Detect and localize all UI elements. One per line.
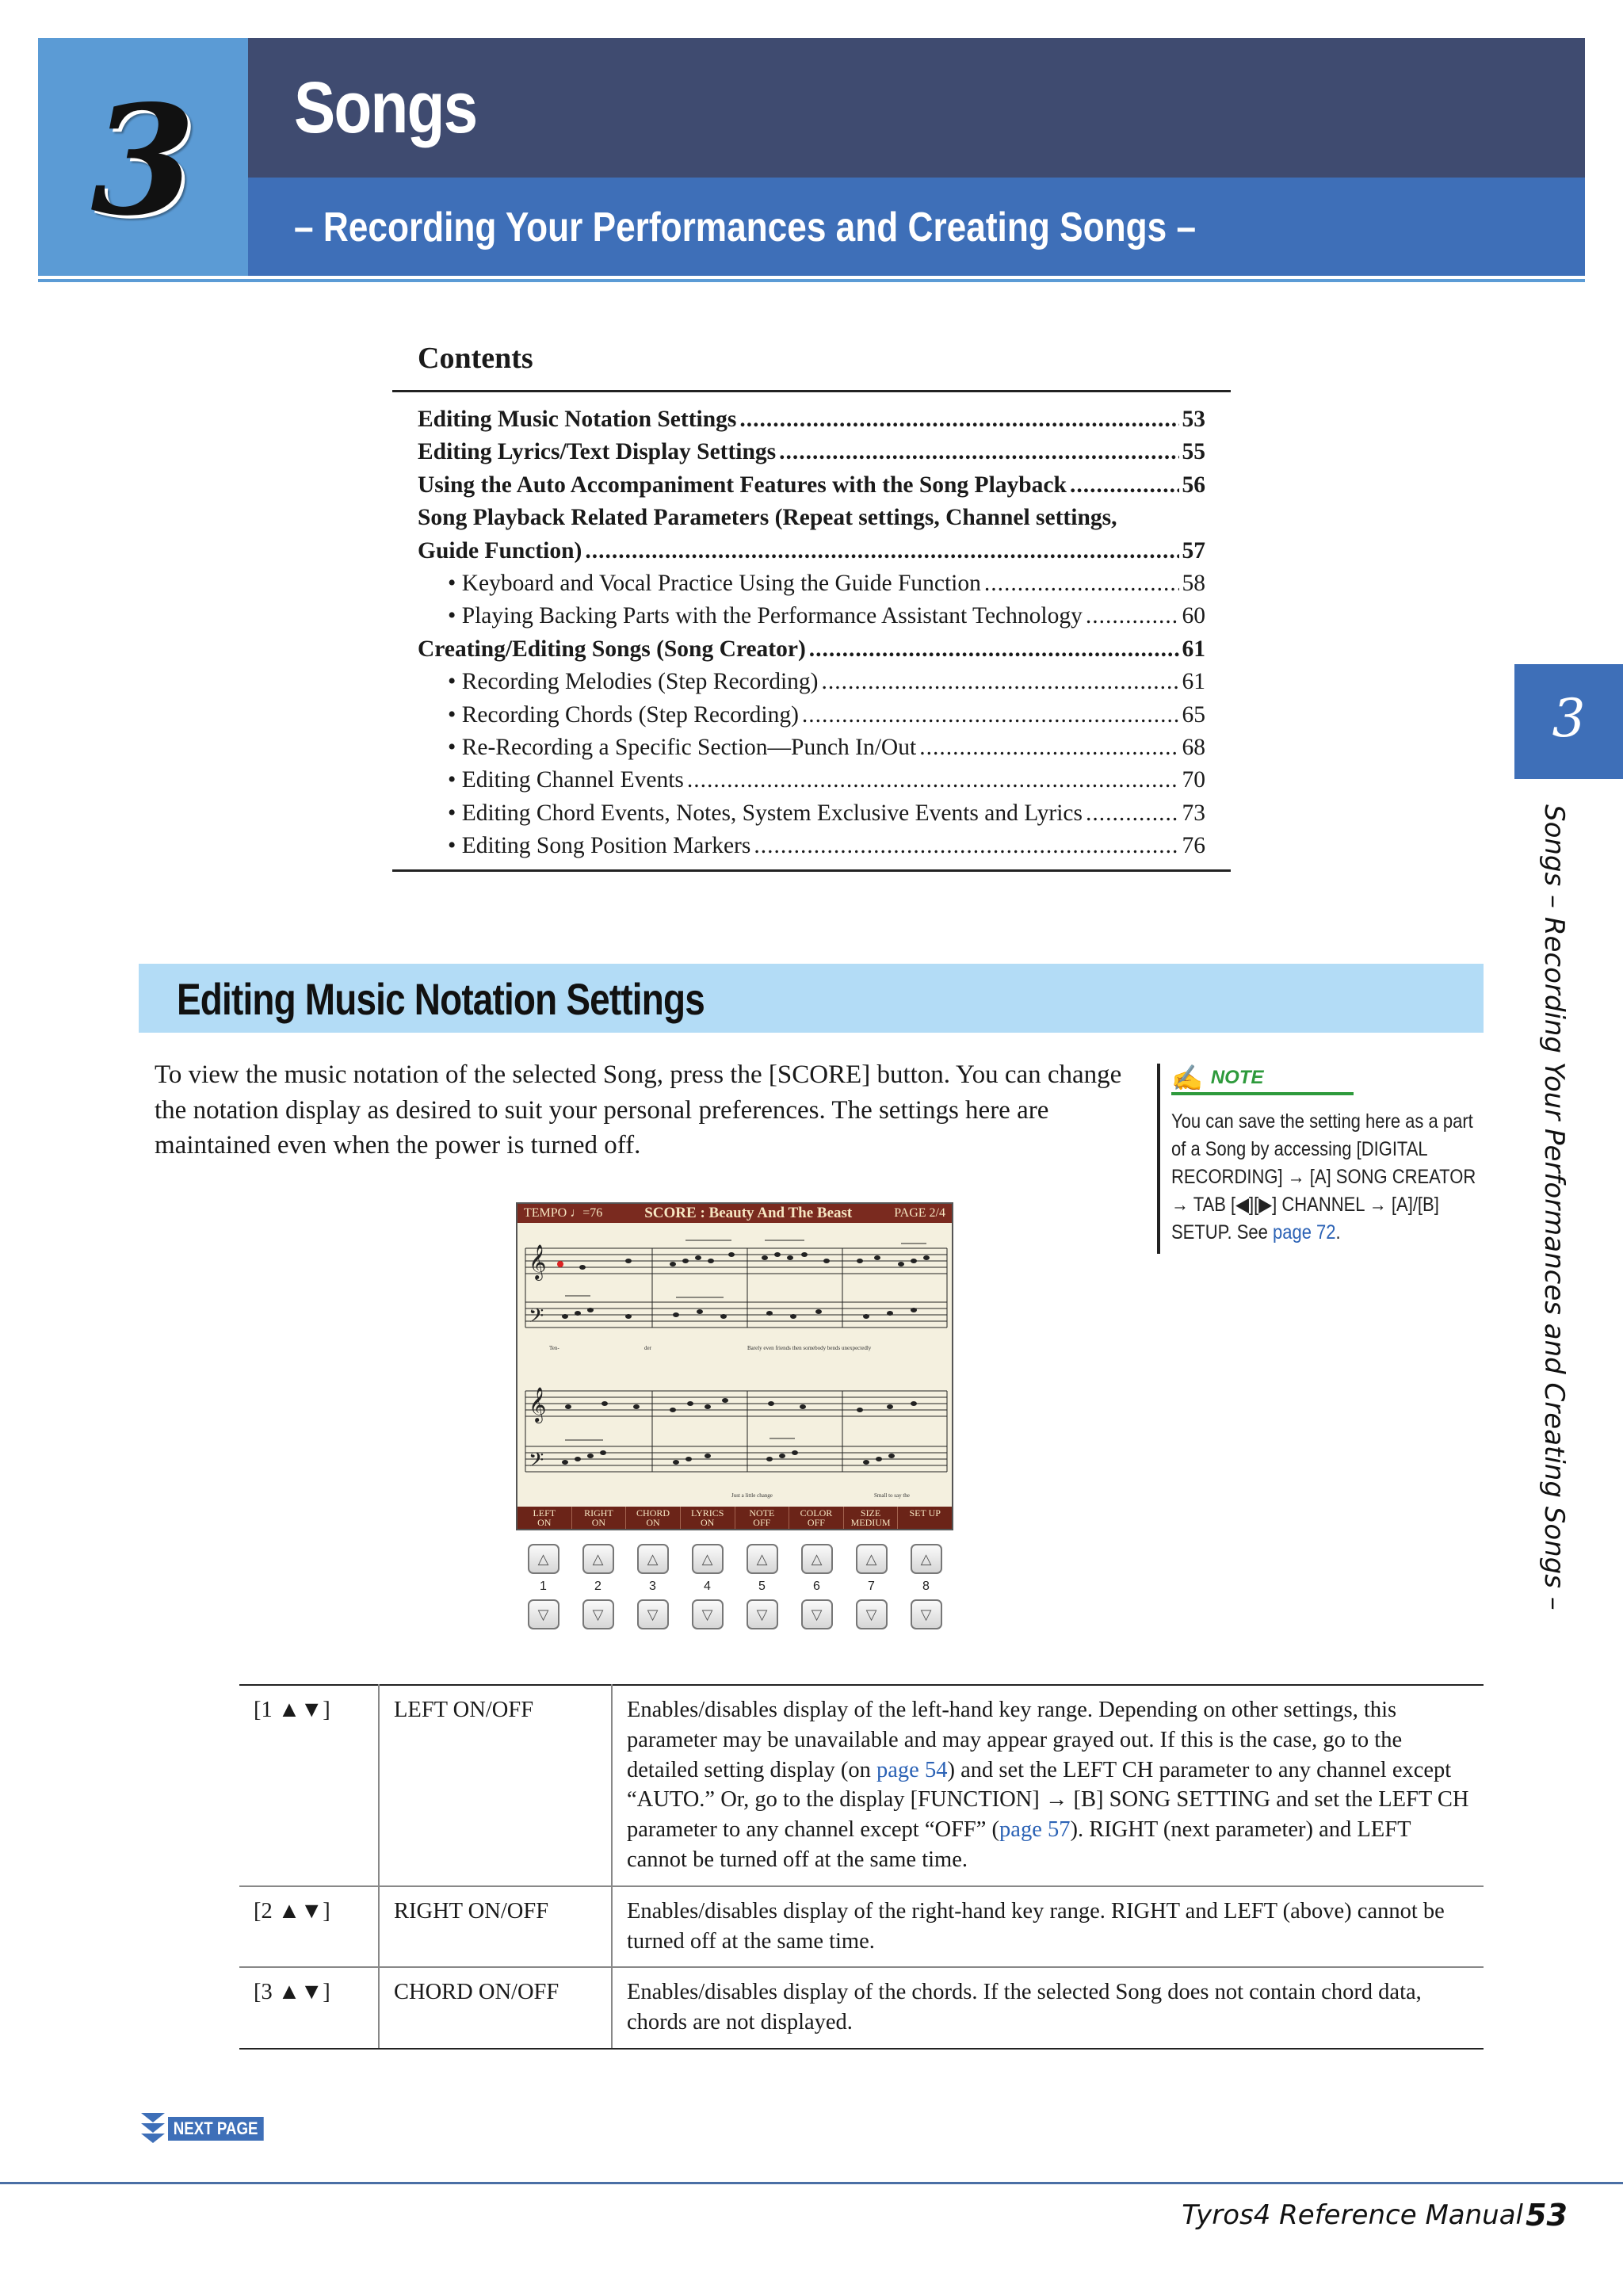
toc-entry-text: Guide Function)	[418, 537, 582, 563]
down-arrow-button[interactable]: ▽	[856, 1599, 888, 1629]
score-title: SCORE : Beauty And The Beast	[644, 1205, 853, 1221]
button-number: 2	[594, 1580, 601, 1593]
side-tab-number: 3	[1552, 688, 1586, 749]
toc-entry[interactable]	[418, 469, 1205, 502]
toc-page-number: 61	[1182, 669, 1205, 695]
toc-page-number: 65	[1182, 701, 1205, 728]
lcd-function-value: OFF	[753, 1517, 771, 1528]
panel-button-column	[690, 1544, 725, 1644]
lcd-function-label	[572, 1507, 627, 1529]
button-number: 5	[758, 1580, 766, 1593]
param-button: [3 ▲▼]	[239, 1967, 379, 2049]
lcd-function-name: SET UP	[909, 1507, 941, 1519]
toc-page-number: 55	[1182, 439, 1205, 465]
toc-leader-dots	[687, 764, 1179, 797]
svg-text:𝄢: 𝄢	[529, 1449, 544, 1477]
lcd-function-label	[789, 1507, 844, 1529]
next-page-label: NEXT PAGE	[168, 2117, 263, 2141]
toc-entry-text: • Editing Song Position Markers	[448, 833, 751, 859]
toc-entry-text: Song Playback Related Parameters (Repeat settings, Channel settings,	[418, 505, 1117, 531]
panel-button-column	[745, 1544, 780, 1644]
table-row	[239, 1886, 1484, 1968]
toc-leader-dots	[754, 830, 1178, 862]
contents-list	[392, 392, 1231, 869]
score-page: PAGE 2/4	[894, 1206, 945, 1220]
param-name: CHORD ON/OFF	[379, 1967, 612, 2049]
header-divider	[38, 279, 1585, 282]
panel-button-column	[581, 1544, 616, 1644]
down-arrow-button[interactable]: ▽	[801, 1599, 833, 1629]
param-desc-part: ) and set the LEFT CH parameter to any channel except “AUTO.” Or, go to the display [FUNCTION] → [B] SONG SETTING and set the LEFT CH parameter to any channel except “OFF” (	[627, 1757, 1469, 1843]
toc-entry[interactable]	[418, 699, 1205, 732]
down-arrow-button[interactable]: ▽	[582, 1599, 614, 1629]
toc-entry[interactable]	[418, 764, 1205, 797]
svg-text:Ten-: Ten-	[549, 1345, 559, 1351]
section-heading-bar	[139, 964, 1484, 1033]
toc-entry-text: • Editing Channel Events	[448, 767, 684, 793]
page-54-link[interactable]: page 54	[876, 1757, 948, 1782]
toc-leader-dots	[1086, 797, 1179, 830]
lcd-function-name: RIGHT	[584, 1507, 613, 1519]
toc-entry[interactable]	[418, 732, 1205, 764]
button-number: 7	[868, 1580, 875, 1593]
chapter-number: 3	[90, 72, 196, 249]
param-button: [1 ▲▼]	[239, 1685, 379, 1886]
side-running-title	[1538, 804, 1573, 1610]
section-title: Editing Music Notation Settings	[177, 974, 705, 1024]
param-name: LEFT ON/OFF	[379, 1685, 612, 1886]
lcd-function-label	[626, 1507, 681, 1529]
down-arrow-button[interactable]: ▽	[528, 1599, 559, 1629]
toc-entry-text: Creating/Editing Songs (Song Creator)	[418, 636, 806, 662]
up-arrow-button[interactable]: △	[692, 1544, 724, 1574]
section-intro: To view the music notation of the selected Song, press the [SCORE] button. You can change the notation display as desired to suit your personal preferences. The settings here are maintained even when the power is turned off.	[155, 1060, 1122, 1159]
manual-title: Tyros4 Reference Manual	[1182, 2199, 1523, 2231]
lcd-function-name: LEFT	[533, 1507, 556, 1519]
svg-text:der: der	[644, 1345, 651, 1351]
lcd-function-label	[898, 1507, 952, 1529]
toc-page-number: 76	[1182, 833, 1205, 859]
lcd-function-name: CHORD	[636, 1507, 670, 1519]
toc-entry-text: Editing Music Notation Settings	[418, 407, 737, 432]
param-description: Enables/disables display of the chords. If the selected Song does not contain chord data, chords are not displayed.	[612, 1967, 1484, 2049]
note-text	[1171, 1108, 1478, 1247]
svg-text:𝄢: 𝄢	[529, 1305, 544, 1332]
lcd-function-label	[844, 1507, 899, 1529]
toc-entry-text: Using the Auto Accompaniment Features with the Song Playback	[418, 472, 1067, 498]
lcd-function-value: ON	[701, 1517, 715, 1528]
score-display-header	[517, 1204, 952, 1223]
param-name: RIGHT ON/OFF	[379, 1886, 612, 1968]
param-description: Enables/disables display of the right-hand key range. RIGHT and LEFT (above) cannot be turned off at the same time.	[612, 1886, 1484, 1968]
note-header	[1171, 1064, 1354, 1095]
toc-leader-dots	[984, 567, 1179, 600]
up-arrow-button[interactable]: △	[801, 1544, 833, 1574]
toc-entry-text: • Editing Chord Events, Notes, System Exclusive Events and Lyrics	[448, 800, 1083, 826]
toc-leader-dots	[739, 403, 1178, 436]
contents-bottom-rule	[392, 869, 1231, 872]
up-arrow-button[interactable]: △	[528, 1544, 559, 1574]
parameter-table	[239, 1684, 1484, 2050]
toc-page-number: 68	[1182, 735, 1205, 761]
lcd-function-value: ON	[537, 1517, 552, 1528]
toc-entry[interactable]	[418, 535, 1205, 567]
lcd-function-label	[681, 1507, 735, 1529]
toc-leader-dots	[821, 666, 1178, 698]
footer-divider	[0, 2182, 1623, 2184]
side-running-title-text: Songs – Recording Your Performances and Creating Songs –	[1538, 804, 1570, 1610]
svg-text:𝄞: 𝄞	[529, 1244, 547, 1279]
toc-entry[interactable]	[418, 436, 1205, 468]
lcd-function-name: COLOR	[800, 1507, 833, 1519]
toc-entry[interactable]	[418, 666, 1205, 698]
toc-entry-text: • Recording Chords (Step Recording)	[448, 701, 799, 728]
toc-entry[interactable]	[418, 600, 1205, 632]
toc-leader-dots	[802, 699, 1179, 732]
up-arrow-button[interactable]: △	[856, 1544, 888, 1574]
page-57-link[interactable]: page 57	[999, 1817, 1071, 1843]
music-notation-image	[517, 1223, 953, 1507]
note-box	[1157, 1064, 1474, 1254]
up-arrow-button[interactable]: △	[911, 1544, 942, 1574]
lcd-function-value: OFF	[807, 1517, 825, 1528]
svg-text:𝄞: 𝄞	[529, 1387, 547, 1422]
toc-page-number: 58	[1182, 571, 1205, 597]
lcd-function-name: LYRICS	[690, 1507, 724, 1519]
down-arrow-button[interactable]: ▽	[747, 1599, 778, 1629]
chapter-title-bar	[248, 38, 1585, 178]
svg-text:Small to say the: Small to say the	[874, 1492, 910, 1499]
param-description	[612, 1685, 1484, 1886]
toc-entry-text: • Playing Backing Parts with the Performance Assistant Technology	[448, 603, 1083, 629]
toc-leader-dots	[779, 436, 1178, 468]
button-number: 3	[649, 1580, 656, 1593]
toc-page-number: 70	[1182, 767, 1205, 793]
toc-leader-dots	[585, 535, 1178, 567]
panel-button-column	[800, 1544, 834, 1644]
next-page-arrows-icon	[139, 2111, 166, 2146]
toc-leader-dots	[1086, 600, 1179, 632]
toc-entry[interactable]	[418, 567, 1205, 600]
toc-entry[interactable]	[418, 403, 1205, 436]
table-of-contents	[392, 341, 1231, 872]
up-arrow-button[interactable]: △	[637, 1544, 669, 1574]
toc-leader-dots	[919, 732, 1178, 764]
down-arrow-button[interactable]: ▽	[911, 1599, 942, 1629]
panel-button-column	[909, 1544, 944, 1644]
toc-page-number: 56	[1182, 472, 1205, 498]
button-number: 4	[704, 1580, 711, 1593]
param-desc-part: Enables/disables display of the left-hand key range. Depending on other settings, this parameter may be unavailable and may appear grayed out. If this is the case, go to the detailed setting display (on	[627, 1698, 1403, 1782]
note-text-body: You can save the setting here as a part of a Song by accessing [DIGITAL RECORDING] → [A] SONG CREATOR → TAB [◀][▶] CHANNEL → [A]/[B] SETUP. See	[1171, 1110, 1476, 1244]
param-desc-part: ). RIGHT (next parameter) and LEFT cannot be turned off at the same time.	[627, 1817, 1411, 1872]
note-page-link[interactable]: page 72	[1272, 1221, 1336, 1244]
toc-entry-text: Editing Lyrics/Text Display Settings	[418, 439, 777, 465]
panel-button-column	[854, 1544, 889, 1644]
chapter-side-tab[interactable]	[1514, 664, 1623, 779]
note-label: NOTE	[1210, 1067, 1264, 1088]
score-function-bar	[517, 1507, 952, 1529]
page-number: 53	[1526, 2198, 1568, 2233]
svg-text:Barely even friends then someb: Barely even friends then somebody bends unexpectedly	[747, 1345, 872, 1351]
button-number: 1	[540, 1580, 547, 1593]
toc-leader-dots	[1070, 469, 1179, 502]
toc-entry-text: • Recording Melodies (Step Recording)	[448, 669, 819, 695]
toc-entry-text: • Re-Recording a Specific Section—Punch In/Out	[448, 735, 917, 761]
lcd-function-value: ON	[646, 1517, 660, 1528]
table-row	[239, 1685, 1484, 1886]
toc-entry[interactable]	[418, 502, 1205, 534]
down-arrow-button[interactable]: ▽	[637, 1599, 669, 1629]
svg-text:Just a little change: Just a little change	[731, 1492, 773, 1499]
toc-entry[interactable]	[418, 797, 1205, 830]
score-display-screenshot	[516, 1202, 953, 1530]
panel-button-column	[636, 1544, 670, 1644]
lcd-function-label	[735, 1507, 790, 1529]
up-arrow-button[interactable]: △	[582, 1544, 614, 1574]
toc-entry[interactable]	[418, 830, 1205, 862]
up-arrow-button[interactable]: △	[747, 1544, 778, 1574]
next-page-indicator[interactable]	[139, 2111, 281, 2146]
button-number: 8	[922, 1580, 930, 1593]
toc-page-number: 61	[1182, 636, 1205, 662]
lcd-function-value: MEDIUM	[850, 1517, 891, 1528]
lcd-function-name: SIZE	[860, 1507, 881, 1519]
lcd-function-name: NOTE	[749, 1507, 775, 1519]
toc-page-number: 73	[1182, 800, 1205, 826]
note-text-end: .	[1335, 1221, 1341, 1244]
chapter-title: Songs	[294, 67, 477, 148]
score-tempo: TEMPO ♩=76	[524, 1206, 603, 1220]
pencil-note-icon: ✍	[1171, 1064, 1203, 1092]
chapter-subtitle-bar	[248, 178, 1585, 276]
down-arrow-button[interactable]: ▽	[692, 1599, 724, 1629]
toc-page-number: 60	[1182, 603, 1205, 629]
table-row	[239, 1967, 1484, 2049]
lcd-function-value: ON	[591, 1517, 606, 1528]
button-number: 6	[813, 1580, 820, 1593]
toc-leader-dots	[809, 633, 1179, 666]
lcd-function-label	[517, 1507, 572, 1529]
panel-button-row	[516, 1544, 953, 1644]
chapter-number-box	[38, 38, 248, 276]
toc-entry[interactable]	[418, 633, 1205, 666]
toc-entry-text: • Keyboard and Vocal Practice Using the Guide Function	[448, 571, 981, 597]
toc-page-number: 57	[1182, 537, 1205, 563]
chapter-subtitle: – Recording Your Performances and Creating Songs –	[294, 204, 1197, 250]
panel-button-column	[526, 1544, 561, 1644]
toc-page-number: 53	[1182, 407, 1205, 432]
param-button: [2 ▲▼]	[239, 1886, 379, 1968]
contents-heading: Contents	[418, 342, 533, 375]
